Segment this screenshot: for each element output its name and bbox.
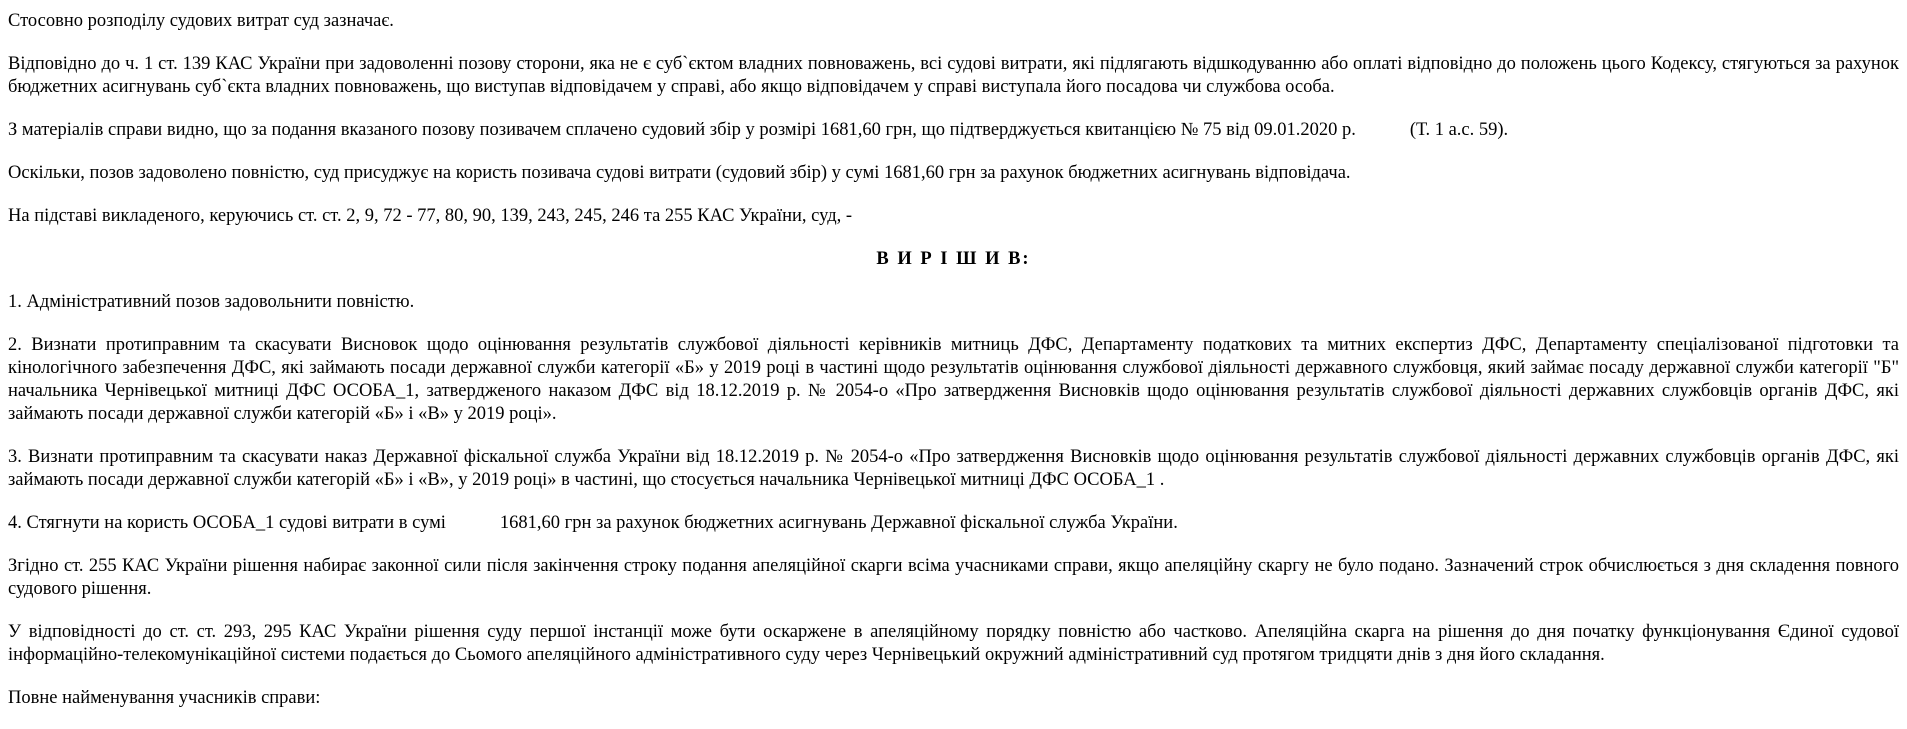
paragraph-entry-into-force: Згідно ст. 255 КАС України рішення набирає законної сили після закінчення строку подання апеляційної скарги всіма учасниками справи, якщо апеляційну скаргу не було подано. Зазначений строк обчислюється з дня складення повного судового рішення. bbox=[8, 556, 1899, 599]
decision-heading: В И Р І Ш И В: bbox=[876, 249, 1031, 269]
decision-item-1: 1. Адміністративний позов задовольнити повністю. bbox=[8, 292, 415, 312]
decision-item-4 bbox=[8, 512, 1899, 535]
paragraph-court-costs-intro: Стосовно розподілу судових витрат суд зазначає. bbox=[8, 11, 394, 31]
decision-item-4-part-b: 1681,60 грн за рахунок бюджетних асигнувань Державної фіскальної служба України. bbox=[499, 513, 1178, 533]
paragraph-appeal-procedure: У відповідності до ст. ст. 293, 295 КАС України рішення суду першої інстанції може бути оскаржене в апеляційному порядку повністю або частково. Апеляційна скарга на рішення до дня початку функціонування Єдиної судової інформаційно-телекомунікаційної системи подається до Сьомого апеляційного адміністративного суду через Чернівецький окружний адміністративний суд протягом тридцяти днів з дня його складання. bbox=[8, 622, 1899, 665]
court-fee-text: З матеріалів справи видно, що за подання вказаного позову позивачем сплачено судовий збір у розмірі 1681,60 грн, що підтверджується квитанцією № 75 від 09.01.2020 р. bbox=[8, 120, 1356, 140]
case-file-reference: (Т. 1 а.с. 59). bbox=[1409, 120, 1509, 140]
decision-item-2: 2. Визнати протиправним та скасувати Висновок щодо оцінювання результатів службової діяльності керівників митниць ДФС, Департаменту податкових та митних експертиз ДФС, Департаменту спеціалізованої підготовки та кінологічного забезпечення ДФС, які займають посади державної служби категорії «Б» у 2019 році в частині щодо результатів оцінювання службової діяльності державного службовця, який займає посаду державної служби категорії "Б" начальника Чернівецької митниці ДФС ОСОБА_1, затвердженого наказом ДФС від 18.12.2019 р. № 2054-о «Про затвердження Висновків щодо оцінювання результатів службової діяльності державних службовців органів ДФС, які займають посади державної служби категорій «Б» і «В» у 2019 році». bbox=[8, 335, 1899, 424]
paragraph-kas-article-139: Відповідно до ч. 1 ст. 139 КАС України при задоволенні позову сторони, яка не є суб`єктом владних повноважень, всі судові витрати, які підлягають відшкодуванню або оплаті відповідно до положень цього Кодексу, стягуються за рахунок бюджетних асигнувань суб`єкта владних повноважень, що виступав відповідачем у справі, або якщо відповідачем у справі виступала його посадова чи службова особа. bbox=[8, 54, 1899, 97]
paragraph-participants-heading: Повне найменування учасників справи: bbox=[8, 688, 321, 708]
decision-item-3: 3. Визнати протиправним та скасувати наказ Державної фіскальної служба України від 18.12.2019 р. № 2054-о «Про затвердження Висновків щодо оцінювання результатів службової діяльності державних службовців органів ДФС, які займають посади державної служби категорій «Б» і «В», у 2019 році» в частині, що стосується начальника Чернівецької митниці ДФС ОСОБА_1 . bbox=[8, 447, 1899, 490]
decision-item-4-part-a: 4. Стягнути на користь ОСОБА_1 судові витрати в сумі bbox=[8, 513, 446, 533]
paragraph-legal-basis: На підставі викладеного, керуючись ст. ст. 2, 9, 72 - 77, 80, 90, 139, 243, 245, 246 та 255 КАС України, суд, - bbox=[8, 206, 853, 226]
paragraph-costs-awarded: Оскільки, позов задоволено повністю, суд присуджує на користь позивача судові витрати (судовий збір) у сумі 1681,60 грн за рахунок бюджетних асигнувань відповідача. bbox=[8, 163, 1351, 183]
paragraph-court-fee-paid bbox=[8, 119, 1899, 142]
